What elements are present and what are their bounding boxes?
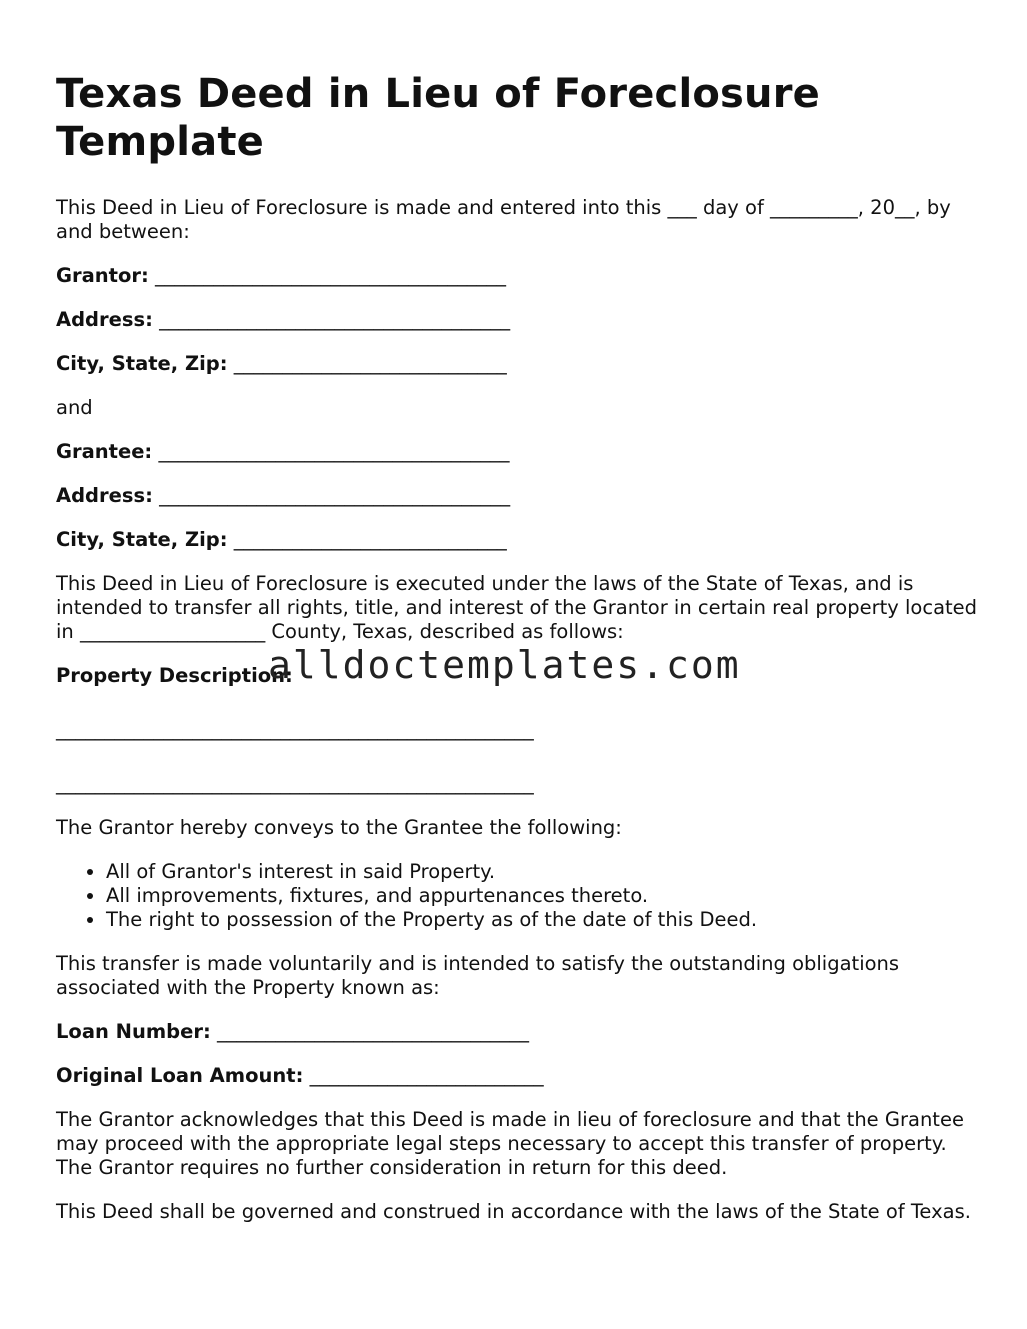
document-page [56, 70, 986, 1244]
loan-number-label: Loan Number: [56, 1020, 211, 1043]
list-item: • All of Grantor's interest in said Property. [106, 860, 986, 884]
acknowledge-paragraph: The Grantor acknowledges that this Deed is made in lieu of foreclosure and that the Grantee may proceed with the appropriate legal steps necessary to accept this transfer of property. The Grantor requires no further consideration in return for this deed. [56, 1108, 964, 1179]
transfer-paragraph: This transfer is made voluntarily and is intended to satisfy the outstanding obligations associated with the Property known as: [56, 952, 900, 999]
laws-paragraph: This Deed in Lieu of Foreclosure is executed under the laws of the State of Texas, and is intended to transfer all rights, title, and interest of the Grantor in certain real property located in ___________________ County, Texas, described as follows: [56, 572, 978, 643]
intro-paragraph: This Deed in Lieu of Foreclosure is made and entered into this ___ day of _________, 20__, by and between: [56, 196, 951, 243]
grantee-city-blank: ____________________________ [233, 528, 507, 551]
property-description-label: Property Description: [56, 664, 293, 687]
conveyance-list [56, 860, 986, 932]
grantee-address-field [56, 484, 986, 508]
grantee-address-blank: ____________________________________ [159, 484, 511, 507]
grantor-name-blank: ____________________________________ [155, 264, 506, 287]
grantor-name-field [56, 264, 986, 288]
page-title: Texas Deed in Lieu of Foreclosure Template [56, 71, 820, 165]
property-line-1: _________________________________________________ [56, 718, 534, 741]
conveys-paragraph: The Grantor hereby conveys to the Grantee the following: [56, 816, 622, 839]
and-text: and [56, 396, 93, 419]
watermark: alldoctemplates.com [268, 643, 741, 687]
grantor-address-field [56, 308, 986, 332]
loan-number-field [56, 1020, 986, 1044]
grantee-city-field [56, 528, 986, 552]
property-description-field [56, 664, 986, 688]
grantee-name-field [56, 440, 986, 464]
grantee-address-label: Address: [56, 484, 153, 507]
grantee-name-label: Grantee: [56, 440, 153, 463]
grantor-city-field [56, 352, 986, 376]
grantor-address-label: Address: [56, 308, 153, 331]
property-line-2: _________________________________________________ [56, 772, 534, 795]
grantee-name-blank: ____________________________________ [158, 440, 510, 463]
grantor-name-label: Grantor: [56, 264, 149, 287]
loan-amount-label: Original Loan Amount: [56, 1064, 304, 1087]
grantor-address-blank: ____________________________________ [159, 308, 511, 331]
loan-amount-field [56, 1064, 986, 1088]
loan-amount-blank: ________________________ [309, 1064, 544, 1087]
grantee-city-label: City, State, Zip: [56, 528, 228, 551]
loan-number-blank: ________________________________ [216, 1020, 529, 1043]
spacer [56, 762, 986, 772]
list-item: • The right to possession of the Property as of the date of this Deed. [106, 908, 986, 932]
list-item: • All improvements, fixtures, and appurtenances thereto. [106, 884, 986, 908]
governing-paragraph: This Deed shall be governed and construed in accordance with the laws of the State of Texas. [56, 1200, 971, 1223]
spacer [56, 708, 986, 718]
grantor-city-blank: ____________________________ [233, 352, 507, 375]
grantor-city-label: City, State, Zip: [56, 352, 228, 375]
